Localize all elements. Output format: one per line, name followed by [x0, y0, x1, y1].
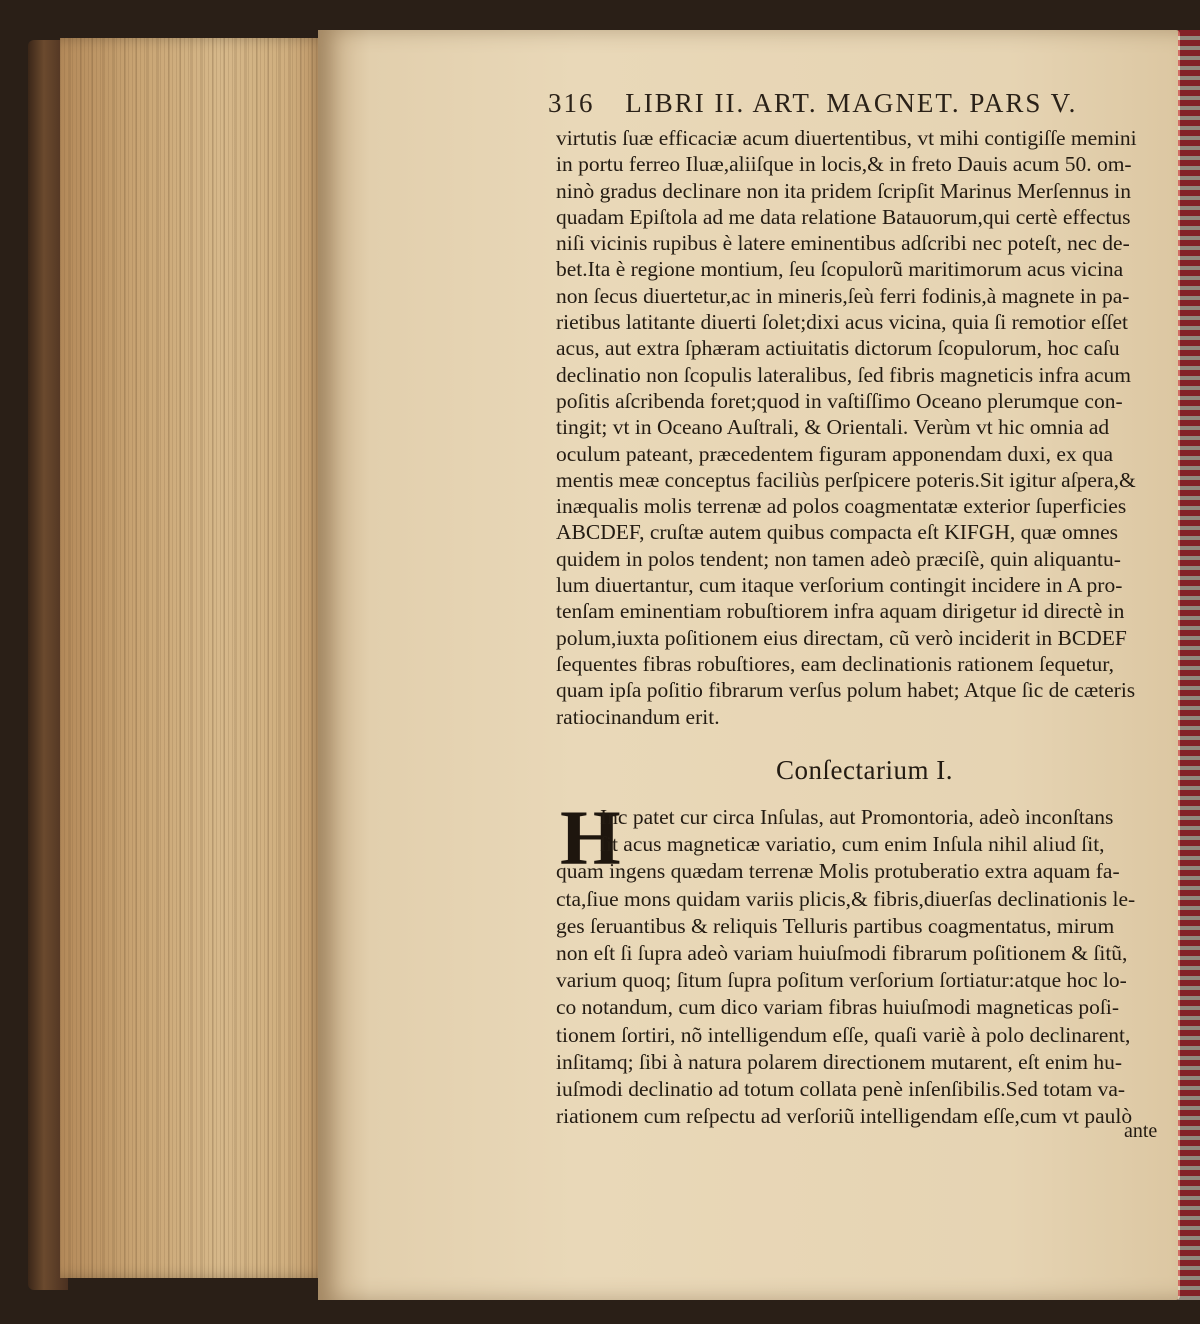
text-line: ABCDEF, cruſtæ autem quibus compacta eſt KIFGH, quæ omnes	[556, 520, 1118, 545]
text-line: rietibus latitante diuerti ſolet;dixi acus vicina, quia ſi remotior eſſet	[556, 310, 1128, 335]
text-line: mentis meæ conceptus faciliùs perſpicere poteris.Sit igitur aſpera,&	[556, 467, 1136, 492]
text-line: poſitis aſcribenda foret;quod in vaſtiſſimo Oceano plerumque con-	[556, 388, 1123, 413]
text-line: ſequentes fibras robuſtiores, eam declinationis rationem ſequetur,	[556, 651, 1114, 676]
drop-capital: H	[560, 794, 621, 881]
text-line: inæqualis molis terrenæ ad polos coagmentatæ exterior ſuperficies	[556, 494, 1127, 519]
text-line: quam ingens quædam terrenæ Molis protuberatio extra aquam fa-	[556, 859, 1120, 884]
text-line: virtutis ſuæ efficaciæ acum diuertentibus, vt mihi contigiſſe memini	[556, 126, 1137, 150]
text-line: ninò gradus declinare non ita pridem ſcripſit Marinus Merſennus in	[556, 178, 1131, 203]
text-line: inſitamq; ſibi à natura polarem directionem mutarent, eſt enim hu-	[556, 1049, 1122, 1074]
running-title: LIBRI II. ART. MAGNET. PARS V.	[625, 88, 1078, 118]
text-line: in portu ferreo Iluæ,aliiſque in locis,& in freto Dauis acum 50. om-	[556, 152, 1132, 177]
section-heading: Conſectarium I.	[776, 755, 953, 785]
text-line: quam ipſa poſitio fibrarum verſus polum habet; Atque ſic de cæteris	[556, 678, 1136, 703]
text-line: bet.Ita è regione montium, ſeu ſcopulorũ maritimorum acus vicina	[556, 257, 1124, 282]
text-line: co notandum, cum dico variam fibras huiuſmodi magneticas poſi-	[556, 995, 1120, 1020]
page-fore-edge	[60, 38, 328, 1278]
text-line: riationem cum reſpectu ad verſoriũ intelligendam eſſe,cum vt paulò	[556, 1104, 1133, 1129]
text-line: varium quoq; ſitum ſupra poſitum verſorium ſortiatur:atque hoc lo-	[556, 968, 1127, 993]
text-line: ratiocinandum erit.	[556, 704, 720, 729]
section-text	[556, 794, 1168, 1130]
text-line: niſi vicinis rupibus è latere eminentibus adſcribi nec poteſt, nec de-	[556, 231, 1130, 256]
text-line: lum diuertantur, cum itaque verſorium contingit incidere in A pro-	[556, 573, 1123, 598]
running-head	[548, 88, 1168, 119]
text-line: Inc patet cur circa Inſulas, aut Promontoria, adeò inconſtans	[600, 805, 1114, 829]
text-line: polum,iuxta poſitionem eius directam, cũ verò inciderit in BCDEF	[556, 625, 1127, 650]
adjacent-page-edge	[1178, 30, 1200, 1300]
catchword: ante	[1124, 1120, 1158, 1142]
page-number: 316	[548, 88, 595, 118]
text-line: non eſt ſi ſupra adeò variam huiuſmodi fibrarum poſitionem & ſitũ,	[556, 940, 1128, 965]
text-line: quadam Epiſtola ad me data relatione Batauorum,qui certè effectus	[556, 204, 1131, 229]
text-line: declinatio non ſcopulis lateralibus, ſed fibris magneticis infra acum	[556, 362, 1131, 387]
text-line: cta,ſiue mons quidam variis plicis,& fibris,diuerſas declinationis le-	[556, 886, 1136, 911]
text-line: acus, aut extra ſphæram actiuitatis dictorum ſcopulorum, hoc caſu	[556, 336, 1120, 361]
text-line: ſit acus magneticæ variatio, cum enim Inſula nihil aliud ſit,	[600, 832, 1105, 857]
text-line: tingit; vt in Oceano Auſtrali, & Orientali. Verùm vt hic omnia ad	[556, 415, 1110, 440]
text-line: iuſmodi declinatio ad totum collata penè inſenſibilis.Sed totam va-	[556, 1076, 1126, 1101]
text-line: tenſam eminentiam robuſtiorem infra aquam dirigetur id directè in	[556, 599, 1125, 624]
text-line: tionem ſortiri, nõ intelligendum eſſe, quaſi variè à polo declinarent,	[556, 1022, 1131, 1047]
body-text	[556, 125, 1168, 730]
text-line: non ſecus diuertetur,ac in mineris,ſeù ferri fodinis,à magnete in pa-	[556, 283, 1130, 308]
text-line: quidem in polos tendent; non tamen adeò præciſè, quin aliquantu-	[556, 546, 1121, 571]
text-line: ges ſeruantibus & reliquis Telluris partibus coagmentatus, mirum	[556, 913, 1115, 938]
text-line: oculum pateant, præcedentem figuram apponendam duxi, ex qua	[556, 441, 1114, 466]
